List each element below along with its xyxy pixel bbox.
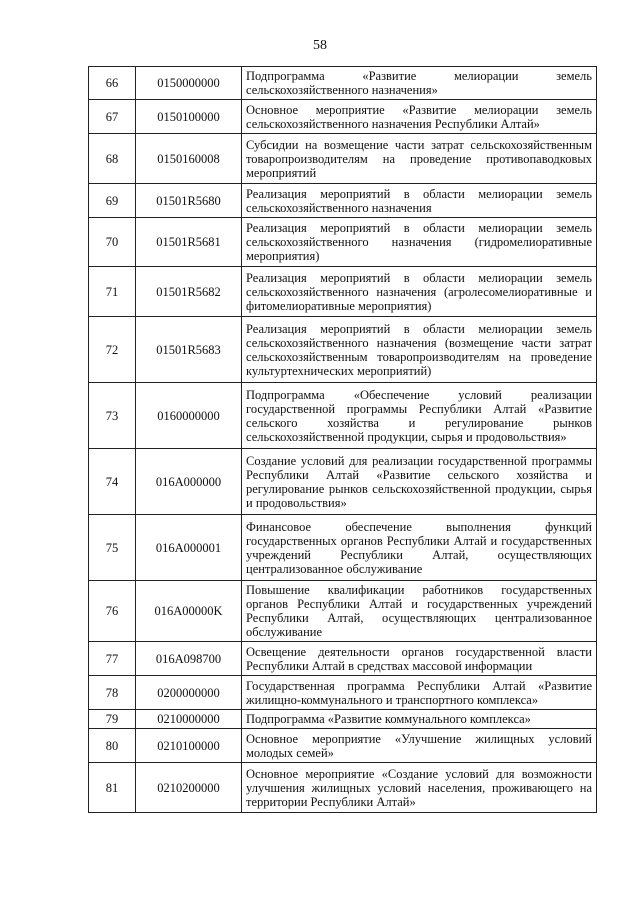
budget-code: 0150160008 xyxy=(136,134,242,184)
table-row xyxy=(89,515,597,581)
item-name: Основное мероприятие «Развитие мелиорации земель сельскохозяйственного назначения Республики Алтай» xyxy=(242,100,597,134)
table-row xyxy=(89,383,597,449)
budget-codes-table xyxy=(88,66,597,813)
table-row xyxy=(89,763,597,813)
item-name: Субсидии на возмещение части затрат сельскохозяйственным товаропроизводителям на проведение противопаводковых мероприятий xyxy=(242,134,597,184)
budget-code: 0150000000 xyxy=(136,67,242,100)
table-row xyxy=(89,581,597,642)
row-number: 75 xyxy=(89,515,136,581)
table-row xyxy=(89,317,597,383)
budget-code: 0200000000 xyxy=(136,676,242,710)
item-name: Государственная программа Республики Алтай «Развитие жилищно-коммунального и транспортного комплекса» xyxy=(242,676,597,710)
item-name: Реализация мероприятий в области мелиорации земель сельскохозяйственного назначения (агролесомелиоративные и фитомелиоративные мероприятия) xyxy=(242,267,597,317)
item-name: Повышение квалификации работников государственных органов Республики Алтай и государственных учреждений Республики Алтай, осуществляющих централизованное обслуживание xyxy=(242,581,597,642)
table-row xyxy=(89,184,597,218)
table-row xyxy=(89,100,597,134)
budget-code: 016A000000 xyxy=(136,449,242,515)
budget-code: 01501R5683 xyxy=(136,317,242,383)
row-number: 78 xyxy=(89,676,136,710)
page-number: 58 xyxy=(313,38,327,53)
budget-code: 016A000001 xyxy=(136,515,242,581)
table-row xyxy=(89,134,597,184)
budget-code: 0150100000 xyxy=(136,100,242,134)
row-number: 72 xyxy=(89,317,136,383)
item-name: Реализация мероприятий в области мелиорации земель сельскохозяйственного назначения (возмещение части затрат сельскохозяйственным товаропроизводителям на проведение культуртехнических мероприятий) xyxy=(242,317,597,383)
row-number: 67 xyxy=(89,100,136,134)
row-number: 79 xyxy=(89,710,136,729)
item-name: Основное мероприятие «Создание условий для возможности улучшения жилищных условий населения, проживающего на территории Республики Алтай» xyxy=(242,763,597,813)
budget-code: 0210100000 xyxy=(136,729,242,763)
budget-code: 01501R5680 xyxy=(136,184,242,218)
item-name: Финансовое обеспечение выполнения функций государственных органов Республики Алтай и государственных учреждений Республики Алтай, осуществляющих централизованное обслуживание xyxy=(242,515,597,581)
item-name: Создание условий для реализации государственной программы Республики Алтай «Развитие сельского хозяйства и регулирование рынков сельскохозяйственной продукции, сырья и продовольствия» xyxy=(242,449,597,515)
table-row xyxy=(89,676,597,710)
row-number: 68 xyxy=(89,134,136,184)
table-row xyxy=(89,710,597,729)
row-number: 74 xyxy=(89,449,136,515)
table-row xyxy=(89,267,597,317)
budget-code: 01501R5682 xyxy=(136,267,242,317)
table-row xyxy=(89,218,597,267)
table-row xyxy=(89,449,597,515)
item-name: Реализация мероприятий в области мелиорации земель сельскохозяйственного назначения xyxy=(242,184,597,218)
budget-code: 0160000000 xyxy=(136,383,242,449)
budget-code: 01501R5681 xyxy=(136,218,242,267)
table-row xyxy=(89,67,597,100)
row-number: 70 xyxy=(89,218,136,267)
item-name: Реализация мероприятий в области мелиорации земель сельскохозяйственного назначения (гидромелиоративные мероприятия) xyxy=(242,218,597,267)
item-name: Освещение деятельности органов государственной власти Республики Алтай в средствах массовой информации xyxy=(242,642,597,676)
table-row xyxy=(89,642,597,676)
item-name: Подпрограмма «Развитие мелиорации земель сельскохозяйственного назначения» xyxy=(242,67,597,100)
budget-code: 016A00000K xyxy=(136,581,242,642)
row-number: 80 xyxy=(89,729,136,763)
row-number: 81 xyxy=(89,763,136,813)
row-number: 77 xyxy=(89,642,136,676)
budget-code: 0210000000 xyxy=(136,710,242,729)
row-number: 66 xyxy=(89,67,136,100)
row-number: 76 xyxy=(89,581,136,642)
row-number: 73 xyxy=(89,383,136,449)
budget-code: 016A098700 xyxy=(136,642,242,676)
budget-code: 0210200000 xyxy=(136,763,242,813)
item-name: Подпрограмма «Обеспечение условий реализации государственной программы Республики Алтай «Развитие сельского хозяйства и регулирование рынков сельскохозяйственной продукции, сырья и продовольствия» xyxy=(242,383,597,449)
row-number: 69 xyxy=(89,184,136,218)
item-name: Подпрограмма «Развитие коммунального комплекса» xyxy=(242,710,597,729)
item-name: Основное мероприятие «Улучшение жилищных условий молодых семей» xyxy=(242,729,597,763)
row-number: 71 xyxy=(89,267,136,317)
table-row xyxy=(89,729,597,763)
